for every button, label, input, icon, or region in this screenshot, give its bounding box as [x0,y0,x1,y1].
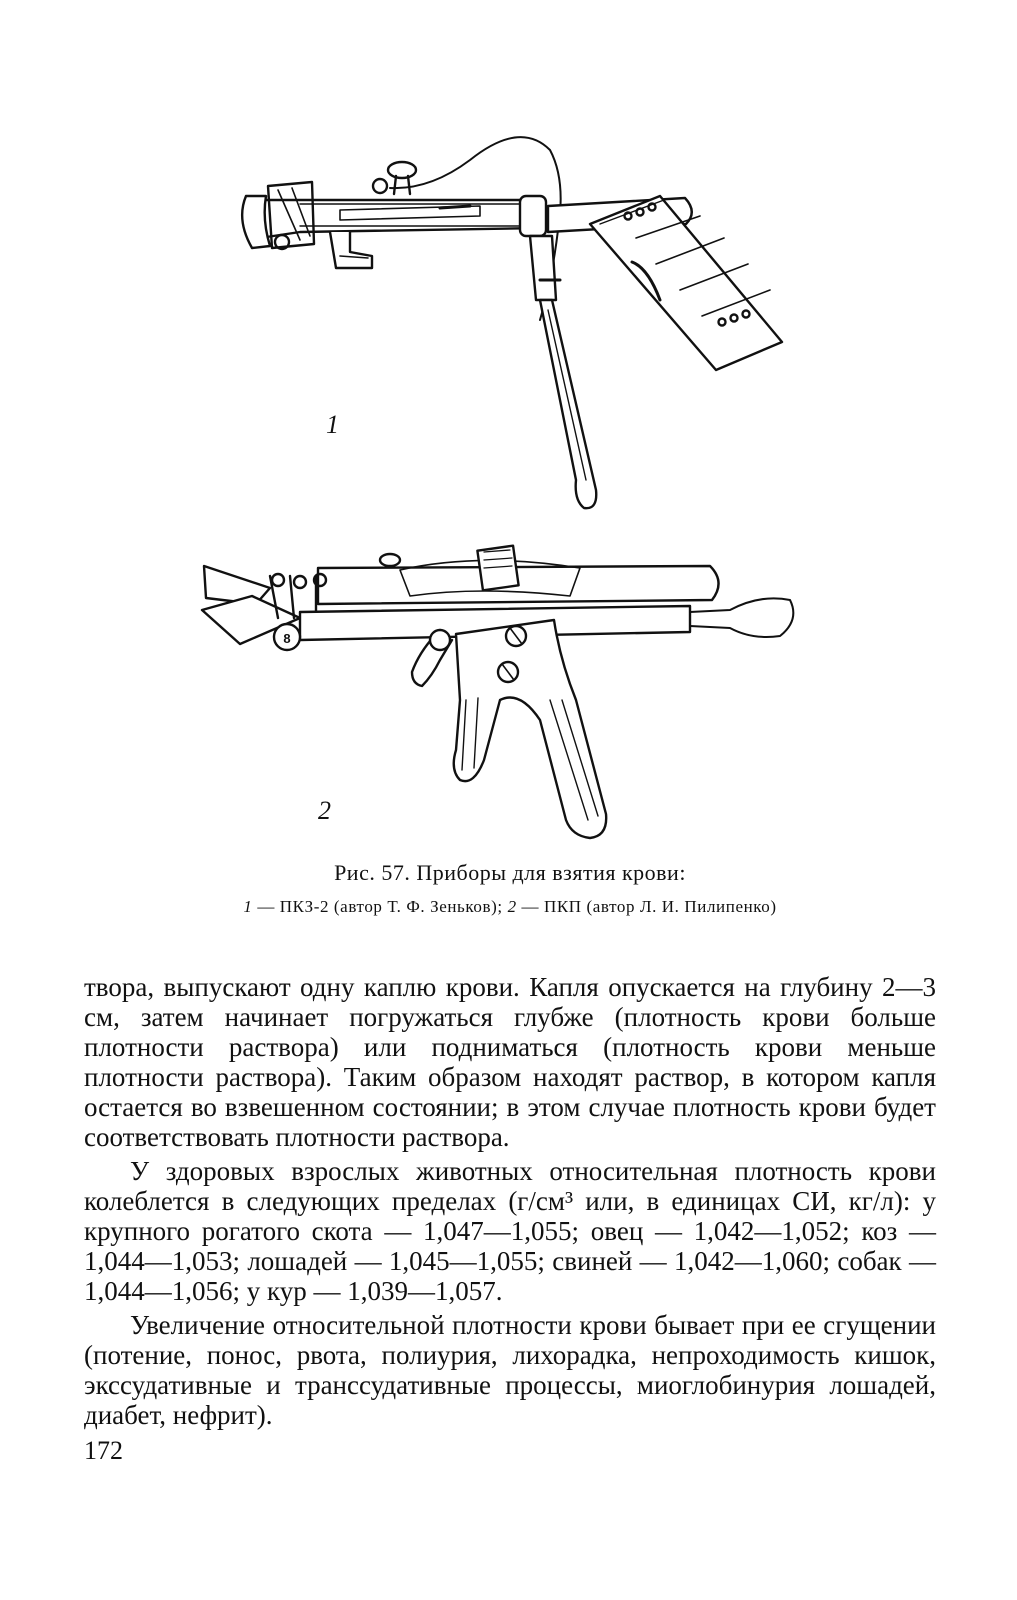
paragraph-1: твора, выпускают одну каплю крови. Капля опускается на глубину 2—3 см, затем начинает погружаться глубже (плотность крови больше плотности раствора) или подниматься (плотность крови меньше плотности раствора). Таким образом находят раствор, в котором капля остается во взвешенном состоянии; в этом случае плотность крови будет соответствовать плотности раствора. [84,972,936,1152]
legend-part-1: — ПКЗ-2 (автор Т. Ф. Зеньков); [252,897,508,916]
page-number: 172 [84,1436,123,1465]
device-2-dial-label: 8 [283,631,291,646]
figure-item-1-label: 1 [326,410,339,439]
body-text [84,972,936,1430]
legend-part-2: — ПКП (автор Л. И. Пилипенко) [516,897,777,916]
device-1-drawing [242,137,782,508]
figure-item-2-label: 2 [318,796,331,825]
legend-num-1: 1 [243,897,253,916]
paragraph-2: У здоровых взрослых животных относительная плотность крови колеблется в следующих пределах (г/см³ или, в единицах СИ, кг/л): у крупного рогатого скота — 1,047—1,055; овец — 1,042—1,052; коз — 1,044—1,053; лошадей — 1,045—1,055; свиней — 1,042—1,060; собак — 1,044—1,056; у кур — 1,039—1,057. [84,1156,936,1306]
legend-num-2: 2 [507,897,517,916]
device-2-drawing [202,546,793,838]
figure-caption-legend [180,897,840,916]
paragraph-3: Увеличение относительной плотности крови бывает при ее сгущении (потение, понос, рвота, полиурия, лихорадка, непроходимость кишок, экссудативные и транссудативные процессы, миоглобинурия лошадей, диабет, нефрит). [84,1310,936,1430]
figure-caption-title: Рис. 57. Приборы для взятия крови: [334,860,686,885]
